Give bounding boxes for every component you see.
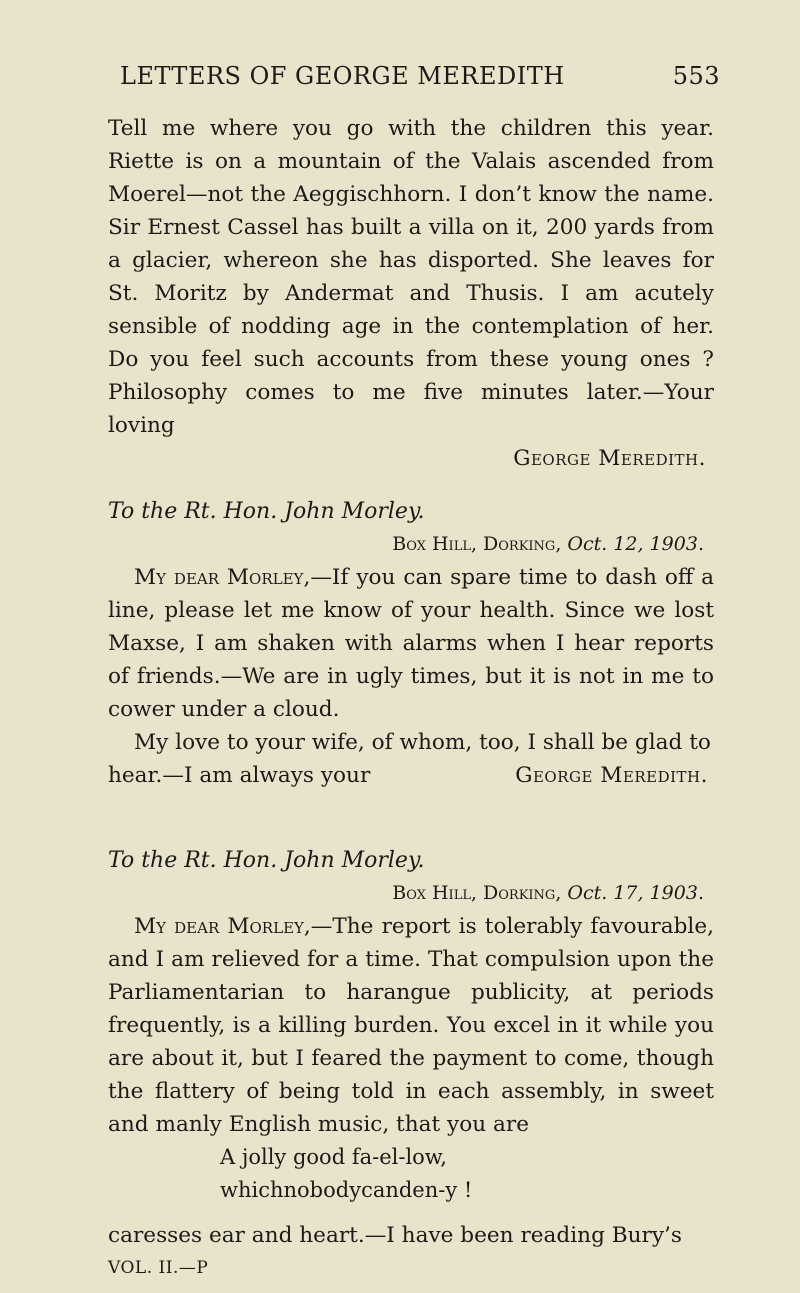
- letter2-closing-line: [108, 759, 714, 792]
- letter3-place: Box Hill, Dorking,: [392, 882, 562, 904]
- letter3-address: To the Rt. Hon. John Morley.: [108, 848, 425, 873]
- verse-line-2: whichnobodycanden-y !: [220, 1178, 473, 1202]
- letter3-salutation: My dear Morley,: [134, 914, 311, 939]
- running-title: LETTERS OF GEORGE MEREDITH: [120, 62, 565, 90]
- letter3-para2: caresses ear and heart.—I have been reading Bury’s: [108, 1223, 682, 1248]
- letter2-para2: My love to your wife, of whom, too, I shall be glad to: [134, 730, 711, 755]
- letter3-paragraph-1: [108, 910, 714, 1141]
- signature-mark: VOL. II.—P: [108, 1258, 209, 1278]
- letter2-signature: George Meredith.: [515, 763, 708, 788]
- letter2-dateline: [108, 528, 714, 561]
- letter2-date: Oct. 12, 1903.: [567, 533, 704, 555]
- letter1-body: Tell me where you go with the children this year. Riette is on a mountain of the Valais ascended from Moerel—not the Aeggischhorn. I don’t know the name. Sir Ernest Cassel has built a villa on it, 200 yards from a glacier, whereon she has disported. She leaves for St. Moritz by Andermat and Thusis. I am acutely sensible of nodding age in the contemplation of her. Do you feel such accounts from these young ones ? Philosophy comes to me five minutes later.—Your loving: [108, 116, 714, 438]
- letter2-paragraph-1: [108, 561, 714, 726]
- letter1-signature: George Meredith.: [513, 446, 706, 471]
- letter3-dateline: [108, 877, 714, 910]
- letter2-para1: —If you can spare time to dash off a line, please let me know of your health. Since we lost Maxse, I am shaken with alarms when I hear reports of friends.—We are in ugly times, but it is not in me to cower under a cloud.: [108, 565, 714, 722]
- letter2-salutation: My dear Morley,: [134, 565, 311, 590]
- page-text: [108, 112, 714, 1285]
- letter2-address: To the Rt. Hon. John Morley.: [108, 499, 425, 524]
- letter3-date: Oct. 17, 1903.: [567, 882, 704, 904]
- page-number: 553: [672, 62, 720, 90]
- verse-line-1: A jolly good fa-el-low,: [220, 1145, 447, 1169]
- letter2-closing: hear.—I am always your: [108, 763, 371, 788]
- letter2-place: Box Hill, Dorking,: [392, 533, 562, 555]
- letter3-para1: —The report is tolerably favourable, and I am relieved for a time. That compulsion upon the Parliamentarian to harangue publicity, at periods frequently, is a killing burden. You excel in it while you are about it, but I feared the payment to come, though the flattery of being told in each assembly, in sweet and manly English music, that you are: [108, 914, 714, 1137]
